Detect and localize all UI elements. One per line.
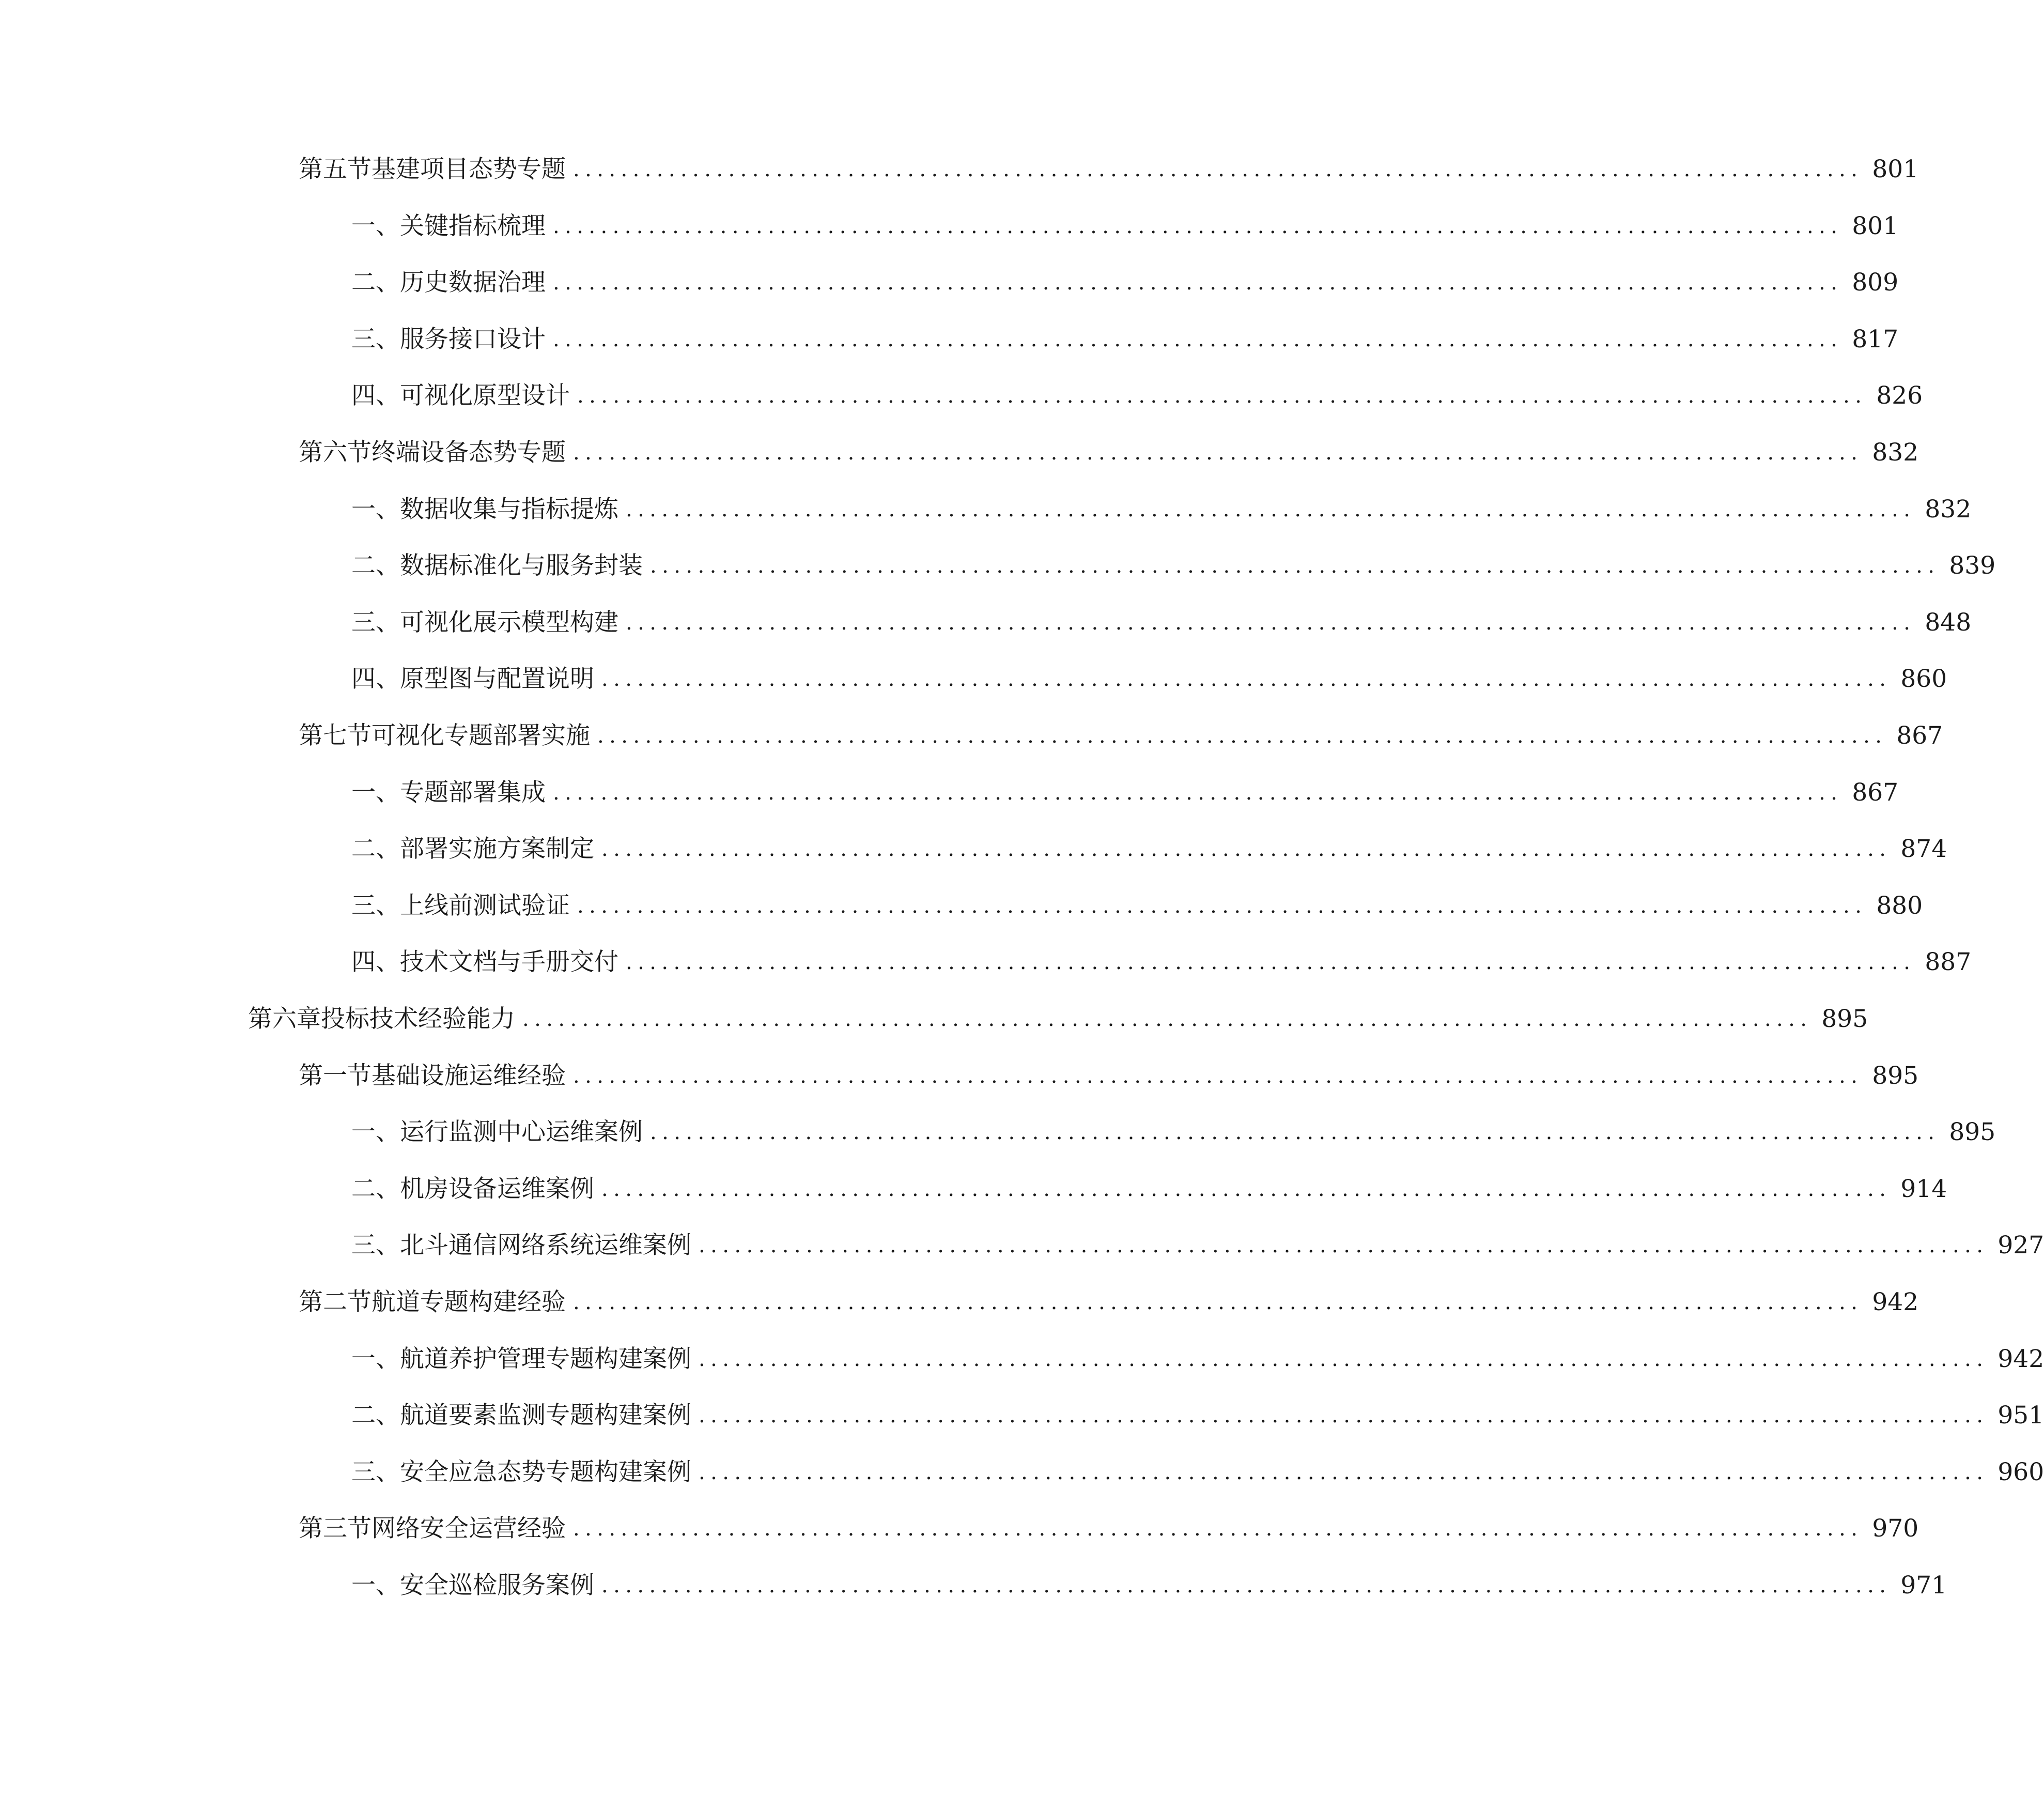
toc-entry[interactable] <box>0 319 1899 360</box>
toc-entry[interactable] <box>0 998 1868 1040</box>
toc-entry-number: 一、 <box>351 211 400 240</box>
toc-entry-number: 四、 <box>351 665 400 694</box>
toc-entry-title: 网络安全运营经验 <box>371 1514 566 1543</box>
toc-dot-leader: ............................................................................................................ <box>573 1290 1863 1314</box>
toc-dot-leader: ............................................................................................................ <box>522 1007 1813 1031</box>
toc-entry-title: 上线前测试验证 <box>400 891 570 920</box>
toc-entry[interactable] <box>0 1339 2044 1380</box>
toc-dot-leader: ............................................................................................................ <box>577 384 1867 408</box>
toc-entry-title: 关键指标梳理 <box>400 211 546 240</box>
toc-entry[interactable] <box>0 1395 2044 1436</box>
toc-entry-title: 基础设施运维经验 <box>371 1061 566 1090</box>
toc-dot-leader: ............................................................................................................ <box>699 1347 1989 1371</box>
toc-entry-page-number: 914 <box>1900 1174 1947 1203</box>
toc-dot-leader: ............................................................................................................ <box>601 1177 1892 1201</box>
toc-entry[interactable] <box>0 1452 2044 1493</box>
toc-entry-number: 二、 <box>351 268 400 297</box>
toc-entry-number: 第六章 <box>248 1005 321 1033</box>
toc-dot-leader: ............................................................................................................ <box>699 1460 1989 1484</box>
toc-entry-number: 二、 <box>351 1401 400 1430</box>
toc-dot-leader: ............................................................................................................ <box>553 780 1843 805</box>
toc-dot-leader: ............................................................................................................ <box>626 950 1916 975</box>
toc-dot-leader: ............................................................................................................ <box>699 1404 1989 1428</box>
toc-entry[interactable] <box>0 206 1899 247</box>
toc-entry-page-number: 887 <box>1925 948 1972 977</box>
toc-dot-leader: ............................................................................................................ <box>553 327 1843 351</box>
toc-entry-title: 安全应急态势专题构建案例 <box>400 1457 691 1486</box>
toc-entry-title: 专题部署集成 <box>400 778 546 807</box>
toc-entry-number: 三、 <box>351 325 400 354</box>
toc-dot-leader: ............................................................................................................ <box>650 554 1940 578</box>
toc-entry-page-number: 895 <box>1821 1005 1868 1033</box>
toc-entry[interactable] <box>0 602 1972 643</box>
toc-entry-page-number: 867 <box>1852 778 1899 807</box>
toc-entry-page-number: 942 <box>1997 1344 2044 1373</box>
toc-entry-title: 航道专题构建经验 <box>371 1288 566 1316</box>
toc-entry-page-number: 801 <box>1852 211 1899 240</box>
toc-entry[interactable] <box>0 545 1996 587</box>
toc-entry-title: 航道养护管理专题构建案例 <box>400 1344 691 1373</box>
toc-entry-title: 可视化展示模型构建 <box>400 608 618 637</box>
toc-entry-page-number: 867 <box>1896 721 1943 750</box>
toc-entry[interactable] <box>0 658 1947 700</box>
toc-entry-title: 投标技术经验能力 <box>321 1005 515 1033</box>
toc-entry-page-number: 895 <box>1949 1118 1996 1147</box>
toc-entry-page-number: 832 <box>1925 495 1972 524</box>
toc-entry-title: 原型图与配置说明 <box>400 665 594 694</box>
toc-entry[interactable] <box>0 715 1943 757</box>
toc-dot-leader: ............................................................................................................ <box>573 1517 1863 1541</box>
toc-dot-leader: ............................................................................................................ <box>626 497 1916 521</box>
toc-entry-title: 运行监测中心运维案例 <box>400 1118 643 1147</box>
toc-entry[interactable] <box>0 262 1899 303</box>
toc-entry-number: 第二节 <box>299 1288 371 1316</box>
toc-entry-number: 四、 <box>351 381 400 410</box>
toc-entry-number: 四、 <box>351 948 400 977</box>
toc-entry-number: 第六节 <box>299 438 371 467</box>
toc-entry[interactable] <box>0 489 1972 530</box>
toc-entry-page-number: 874 <box>1900 835 1947 864</box>
toc-entry-title: 终端设备态势专题 <box>371 438 566 467</box>
toc-entry[interactable] <box>0 1225 2044 1266</box>
toc-dot-leader: ............................................................................................................ <box>601 667 1892 692</box>
toc-entry-title: 技术文档与手册交付 <box>400 948 618 977</box>
toc-entry-number: 三、 <box>351 608 400 637</box>
toc-entry-number: 三、 <box>351 1231 400 1260</box>
toc-entry-number: 二、 <box>351 551 400 580</box>
toc-entry[interactable] <box>0 1508 1919 1549</box>
toc-entry-number: 三、 <box>351 891 400 920</box>
toc-entry-title: 历史数据治理 <box>400 268 546 297</box>
toc-entry-page-number: 951 <box>1997 1401 2044 1430</box>
toc-entry[interactable] <box>0 1112 1996 1153</box>
toc-dot-leader: ............................................................................................................ <box>573 441 1863 465</box>
toc-entry-number: 一、 <box>351 495 400 524</box>
toc-entry[interactable] <box>0 1169 1947 1210</box>
toc-entry-title: 机房设备运维案例 <box>400 1174 594 1203</box>
toc-dot-leader: ............................................................................................................ <box>601 1574 1892 1597</box>
toc-entry-number: 第五节 <box>299 155 371 183</box>
toc-entry-number: 一、 <box>351 1344 400 1373</box>
toc-dot-leader: ............................................................................................................ <box>553 214 1843 238</box>
toc-entry[interactable] <box>0 1565 1947 1606</box>
toc-entry[interactable] <box>0 1282 1919 1323</box>
toc-entry-page-number: 817 <box>1852 325 1899 354</box>
toc-entry-title: 数据收集与指标提炼 <box>400 495 618 524</box>
toc-dot-leader: ............................................................................................................ <box>650 1120 1940 1145</box>
toc-entry-page-number: 960 <box>1997 1457 2044 1486</box>
toc-entry[interactable] <box>0 432 1919 473</box>
toc-entry-page-number: 895 <box>1872 1061 1919 1090</box>
toc-entry-page-number: 880 <box>1876 891 1923 920</box>
toc-entry[interactable] <box>0 149 1919 190</box>
toc-entry-title: 部署实施方案制定 <box>400 835 594 864</box>
toc-entry-title: 可视化专题部署实施 <box>371 721 590 750</box>
toc-entry-number: 第三节 <box>299 1514 371 1543</box>
toc-entry[interactable] <box>0 885 1923 927</box>
toc-entry-page-number: 848 <box>1925 608 1972 637</box>
toc-dot-leader: ............................................................................................................ <box>577 894 1867 918</box>
toc-entry-number: 二、 <box>351 1174 400 1203</box>
toc-entry-title: 基建项目态势专题 <box>371 155 566 183</box>
toc-entry-page-number: 971 <box>1900 1571 1947 1600</box>
toc-dot-leader: ............................................................................................................ <box>573 158 1863 181</box>
toc-entry[interactable] <box>0 1055 1919 1097</box>
toc-entry[interactable] <box>0 942 1972 983</box>
toc-dot-leader: ............................................................................................................ <box>601 837 1892 862</box>
toc-entry-page-number: 801 <box>1872 155 1919 183</box>
toc-entry-number: 一、 <box>351 1571 400 1600</box>
toc-entry-title: 安全巡检服务案例 <box>400 1571 594 1600</box>
toc-entry-number: 一、 <box>351 1118 400 1147</box>
toc-entry[interactable] <box>0 375 1923 417</box>
toc-entry-number: 第七节 <box>299 721 371 750</box>
toc-entry[interactable] <box>0 772 1899 813</box>
toc-dot-leader: ............................................................................................................ <box>553 271 1843 295</box>
toc-entry-page-number: 942 <box>1872 1288 1919 1316</box>
toc-entry-title: 航道要素监测专题构建案例 <box>400 1401 691 1430</box>
toc-entry-page-number: 927 <box>1997 1231 2044 1260</box>
toc-entry-title: 服务接口设计 <box>400 325 546 354</box>
toc-entry-page-number: 970 <box>1872 1514 1919 1543</box>
toc-entry-number: 二、 <box>351 835 400 864</box>
toc-entry-title: 数据标准化与服务封装 <box>400 551 643 580</box>
toc-entry-page-number: 809 <box>1852 268 1899 297</box>
toc-entry-page-number: 832 <box>1872 438 1919 467</box>
toc-dot-leader: ............................................................................................................ <box>626 610 1916 635</box>
toc-entry-page-number: 860 <box>1900 665 1947 694</box>
toc-entry-page-number: 839 <box>1949 551 1996 580</box>
toc-entry-title: 可视化原型设计 <box>400 381 570 410</box>
toc-entry[interactable] <box>0 828 1947 870</box>
toc-dot-leader: ............................................................................................................ <box>699 1234 1989 1258</box>
toc-dot-leader: ............................................................................................................ <box>573 1064 1863 1088</box>
toc-entry-page-number: 826 <box>1876 381 1923 410</box>
toc-entry-title: 北斗通信网络系统运维案例 <box>400 1231 691 1260</box>
toc-entry-number: 第一节 <box>299 1061 371 1090</box>
toc-entry-number: 一、 <box>351 778 400 807</box>
toc-entry-number: 三、 <box>351 1457 400 1486</box>
toc-dot-leader: ............................................................................................................ <box>597 724 1887 748</box>
